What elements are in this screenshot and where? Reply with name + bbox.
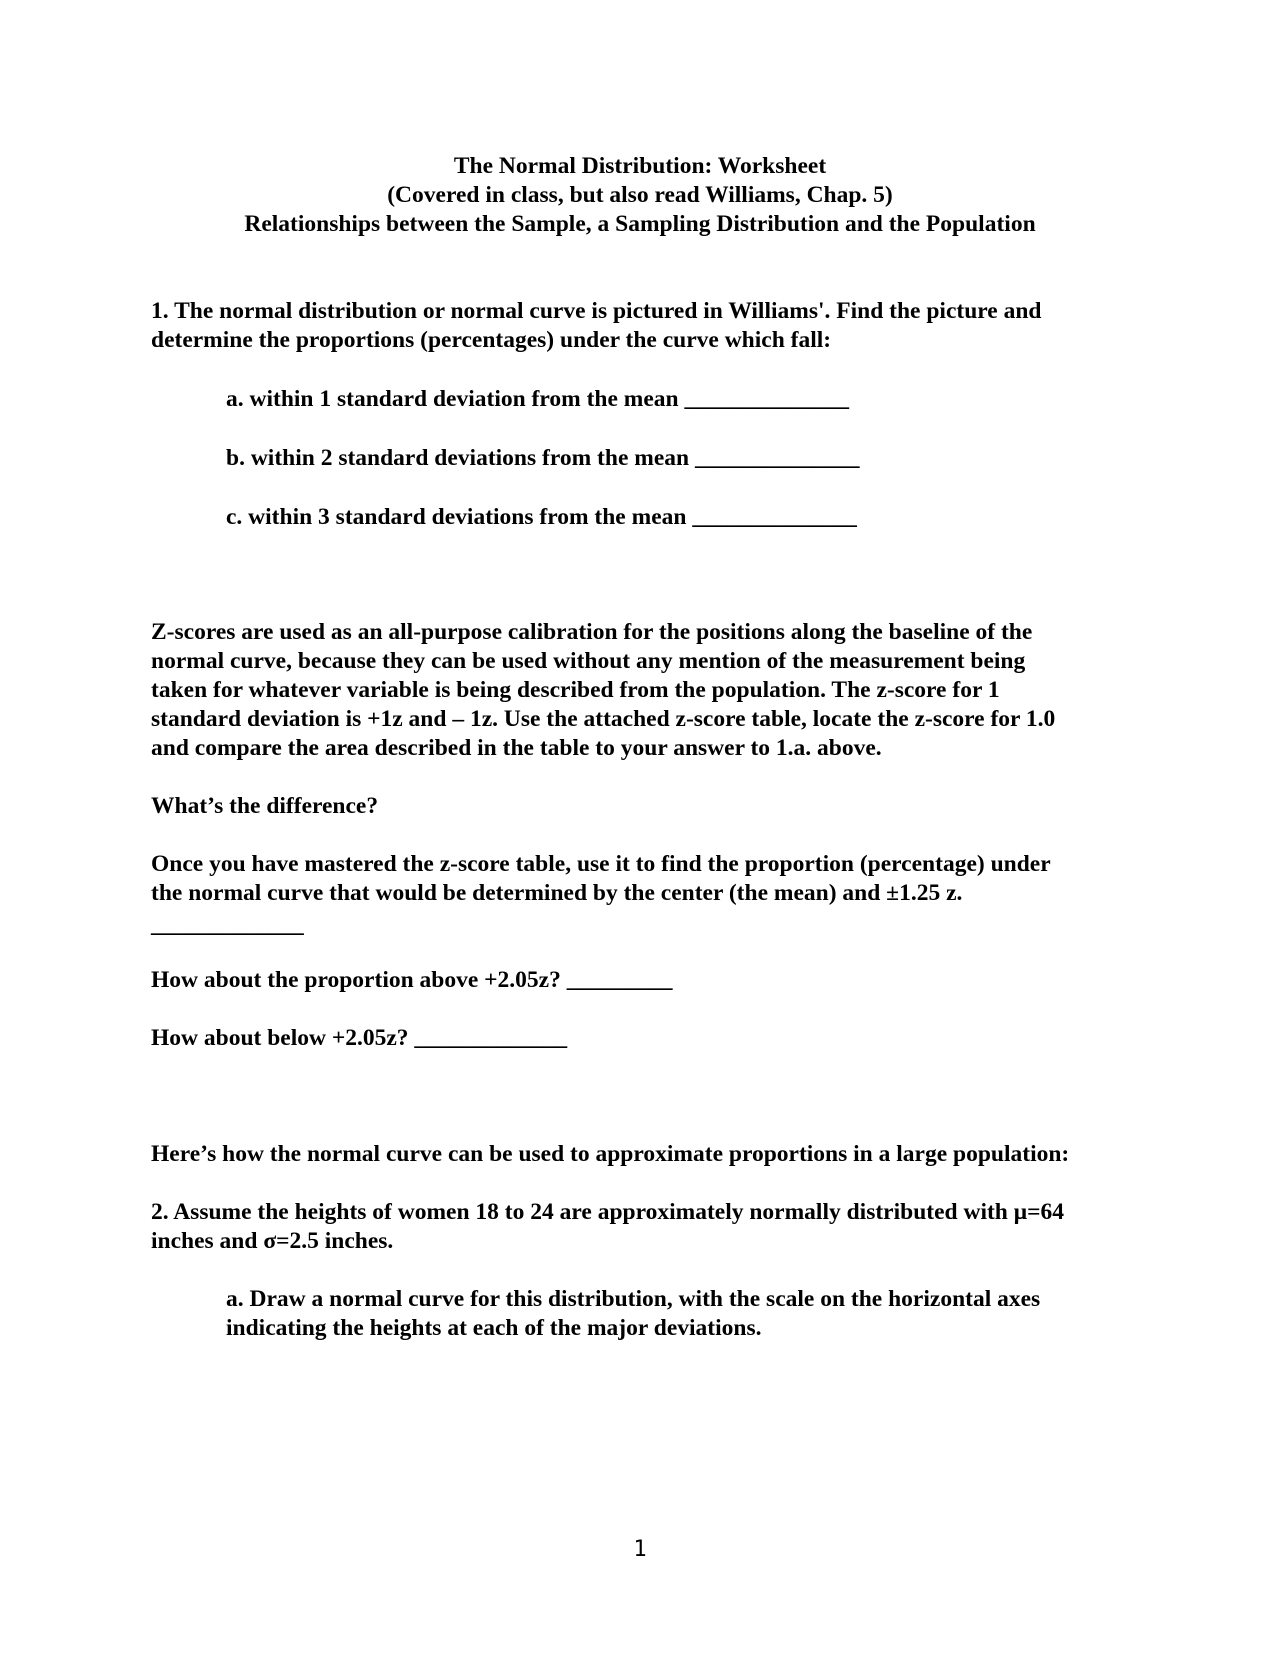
difference-question: What’s the difference? <box>151 793 379 819</box>
proportion-below-question: How about below +2.05z? _____________ <box>151 1025 568 1051</box>
question-1-line-2: determine the proportions (percentages) under the curve which fall: <box>151 327 832 353</box>
page-title: The Normal Distribution: Worksheet <box>453 153 827 179</box>
question-2-line-1: 2. Assume the heights of women 18 to 24 are approximately normally distributed with μ=64 <box>151 1199 1064 1225</box>
zscore-paragraph-line-1: Z-scores are used as an all-purpose calibration for the positions along the baseline of the <box>151 619 1033 645</box>
zscore-paragraph-line-4: standard deviation is +1z and – 1z. Use the attached z-score table, locate the z-score for 1.0 <box>151 706 1056 732</box>
proportion-above-question: How about the proportion above +2.05z? _________ <box>151 967 673 993</box>
question-1-line-1: 1. The normal distribution or normal curve is pictured in Williams'. Find the picture and <box>151 298 1042 324</box>
question-2a-line-2: indicating the heights at each of the major deviations. <box>226 1315 762 1341</box>
question-1c: c. within 3 standard deviations from the mean ______________ <box>226 504 857 530</box>
section-2-intro: Here’s how the normal curve can be used to approximate proportions in a large population: <box>151 1141 1070 1167</box>
question-2a-line-1: a. Draw a normal curve for this distribution, with the scale on the horizontal axes <box>226 1286 1041 1312</box>
zscore-paragraph-line-2: normal curve, because they can be used without any mention of the measurement being <box>151 648 1026 674</box>
page-subtitle-relationships: Relationships between the Sample, a Sampling Distribution and the Population <box>244 211 1036 237</box>
answer-blank: _____________ <box>151 912 304 938</box>
question-1a: a. within 1 standard deviation from the mean ______________ <box>226 386 849 412</box>
page-subtitle: (Covered in class, but also read Williams, Chap. 5) <box>387 182 893 208</box>
zscore-table-paragraph-line-2: the normal curve that would be determined by the center (the mean) and ±1.25 z. <box>151 880 963 906</box>
question-2-line-2: inches and σ=2.5 inches. <box>151 1228 394 1254</box>
question-1b: b. within 2 standard deviations from the mean ______________ <box>226 445 860 471</box>
zscore-paragraph-line-3: taken for whatever variable is being described from the population. The z-score for 1 <box>151 677 1000 703</box>
zscore-table-paragraph-line-1: Once you have mastered the z-score table, use it to find the proportion (percentage) under <box>151 851 1051 877</box>
page-number: 1 <box>633 1537 647 1562</box>
zscore-paragraph-line-5: and compare the area described in the table to your answer to 1.a. above. <box>151 735 882 761</box>
